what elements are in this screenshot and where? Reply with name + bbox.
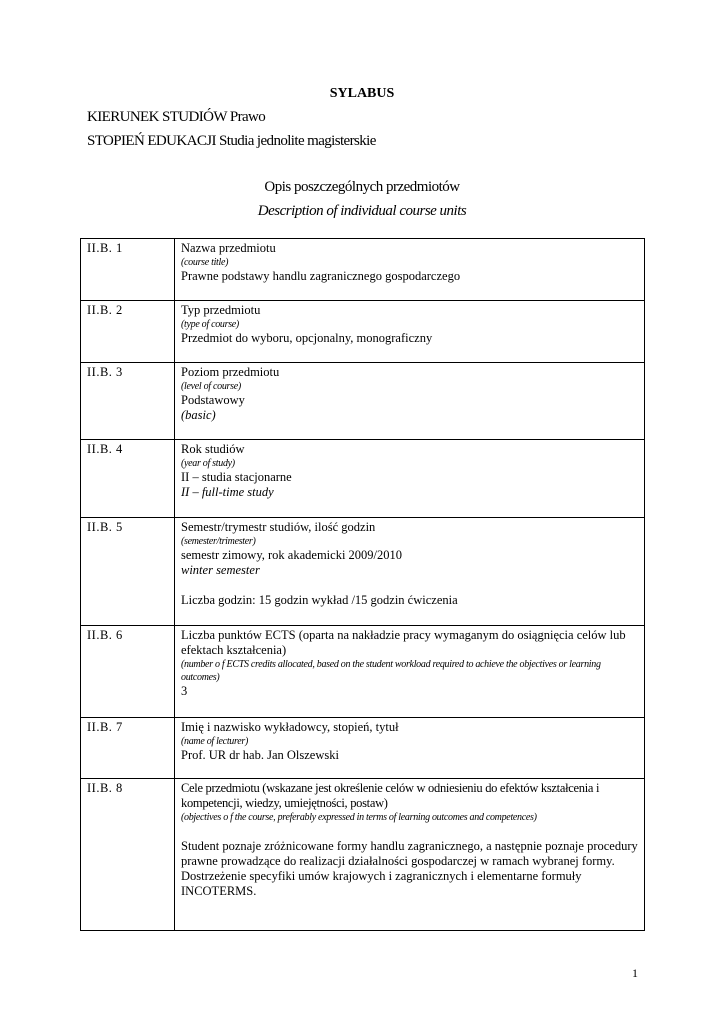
row-label: Poziom przedmiotu xyxy=(181,365,280,379)
row-code: II.B. 5 xyxy=(81,518,175,626)
section-heading-english: Description of individual course units xyxy=(257,203,467,219)
row-label: Rok studiów xyxy=(181,442,245,456)
row-value: Podstawowy xyxy=(181,393,245,407)
row-content xyxy=(175,363,645,440)
row-value-english: (basic) xyxy=(181,408,216,422)
row-value: Prawne podstawy handlu zagranicznego gospodarczego xyxy=(181,269,461,283)
row-sublabel: (number o f ECTS credits allocated, based on the student workload required to achieve the objectives or learning outcomes) xyxy=(181,659,601,683)
row-code: II.B. 1 xyxy=(81,239,175,301)
row-sublabel: (year of study) xyxy=(181,458,235,469)
table-row xyxy=(81,779,645,931)
row-code: II.B. 2 xyxy=(81,301,175,363)
table-row xyxy=(81,363,645,440)
table-row xyxy=(81,239,645,301)
row-value: 3 xyxy=(181,684,188,698)
section-heading: Opis poszczególnych przedmiotów xyxy=(264,179,460,195)
row-sublabel: (objectives o f the course, preferably expressed in terms of learning outcomes and competences) xyxy=(181,812,537,823)
field-of-study: KIERUNEK STUDIÓW Prawo xyxy=(87,109,266,125)
row-value-english: winter semester xyxy=(181,563,260,577)
page-number: 1 xyxy=(632,966,638,980)
row-label: Nazwa przedmiotu xyxy=(181,241,276,255)
row-content xyxy=(175,301,645,363)
row-sublabel: (type of course) xyxy=(181,319,239,330)
row-content xyxy=(175,718,645,779)
row-sublabel: (level of course) xyxy=(181,381,241,392)
row-code: II.B. 8 xyxy=(81,779,175,931)
row-content xyxy=(175,779,645,931)
row-content xyxy=(175,518,645,626)
row-content xyxy=(175,626,645,718)
table-row xyxy=(81,626,645,718)
document-title: SYLABUS xyxy=(329,86,395,101)
row-code: II.B. 6 xyxy=(81,626,175,718)
row-code: II.B. 7 xyxy=(81,718,175,779)
row-label: Typ przedmiotu xyxy=(181,303,261,317)
row-value: semestr zimowy, rok akademicki 2009/2010 xyxy=(181,548,403,562)
row-content xyxy=(175,440,645,518)
table-row xyxy=(81,440,645,518)
row-value: Przedmiot do wyboru, opcjonalny, monograficzny xyxy=(181,331,433,345)
row-value: II – studia stacjonarne xyxy=(181,470,292,484)
table-row xyxy=(81,301,645,363)
row-label: Cele przedmiotu (wskazane jest określenie celów w odniesieniu do efektów kształcenia i kompetencji, wiedzy, umiejętności, postaw) xyxy=(181,781,600,810)
row-code: II.B. 3 xyxy=(81,363,175,440)
row-value-secondary: Dostrzeżenie specyfiki umów krajowych i zagranicznych i elementarne formuły INCOTERMS. xyxy=(181,869,582,898)
row-label: Semestr/trymestr studiów, ilość godzin xyxy=(181,520,376,534)
row-label: Imię i nazwisko wykładowcy, stopień, tytuł xyxy=(181,720,399,734)
row-sublabel: (name of lecturer) xyxy=(181,736,248,747)
row-sublabel: (course title) xyxy=(181,257,229,268)
row-label: Liczba punktów ECTS (oparta na nakładzie pracy wymaganym do osiągnięcia celów lub efektach kształcenia) xyxy=(181,628,626,657)
syllabus-table xyxy=(80,238,645,931)
table-row xyxy=(81,518,645,626)
row-code: II.B. 4 xyxy=(81,440,175,518)
row-hours: Liczba godzin: 15 godzin wykład /15 godzin ćwiczenia xyxy=(181,593,458,607)
row-content xyxy=(175,239,645,301)
row-value-english: II – full-time study xyxy=(181,485,274,499)
education-level: STOPIEŃ EDUKACJI Studia jednolite magisterskie xyxy=(87,133,376,149)
row-value: Prof. UR dr hab. Jan Olszewski xyxy=(181,748,339,762)
row-sublabel: (semester/trimester) xyxy=(181,536,256,547)
table-row xyxy=(81,718,645,779)
row-value: Student poznaje zróżnicowane formy handlu zagranicznego, a następnie poznaje procedury prawne prowadzące do realizacji działalności gospodarczej w ramach wybranej formy. xyxy=(181,839,638,868)
